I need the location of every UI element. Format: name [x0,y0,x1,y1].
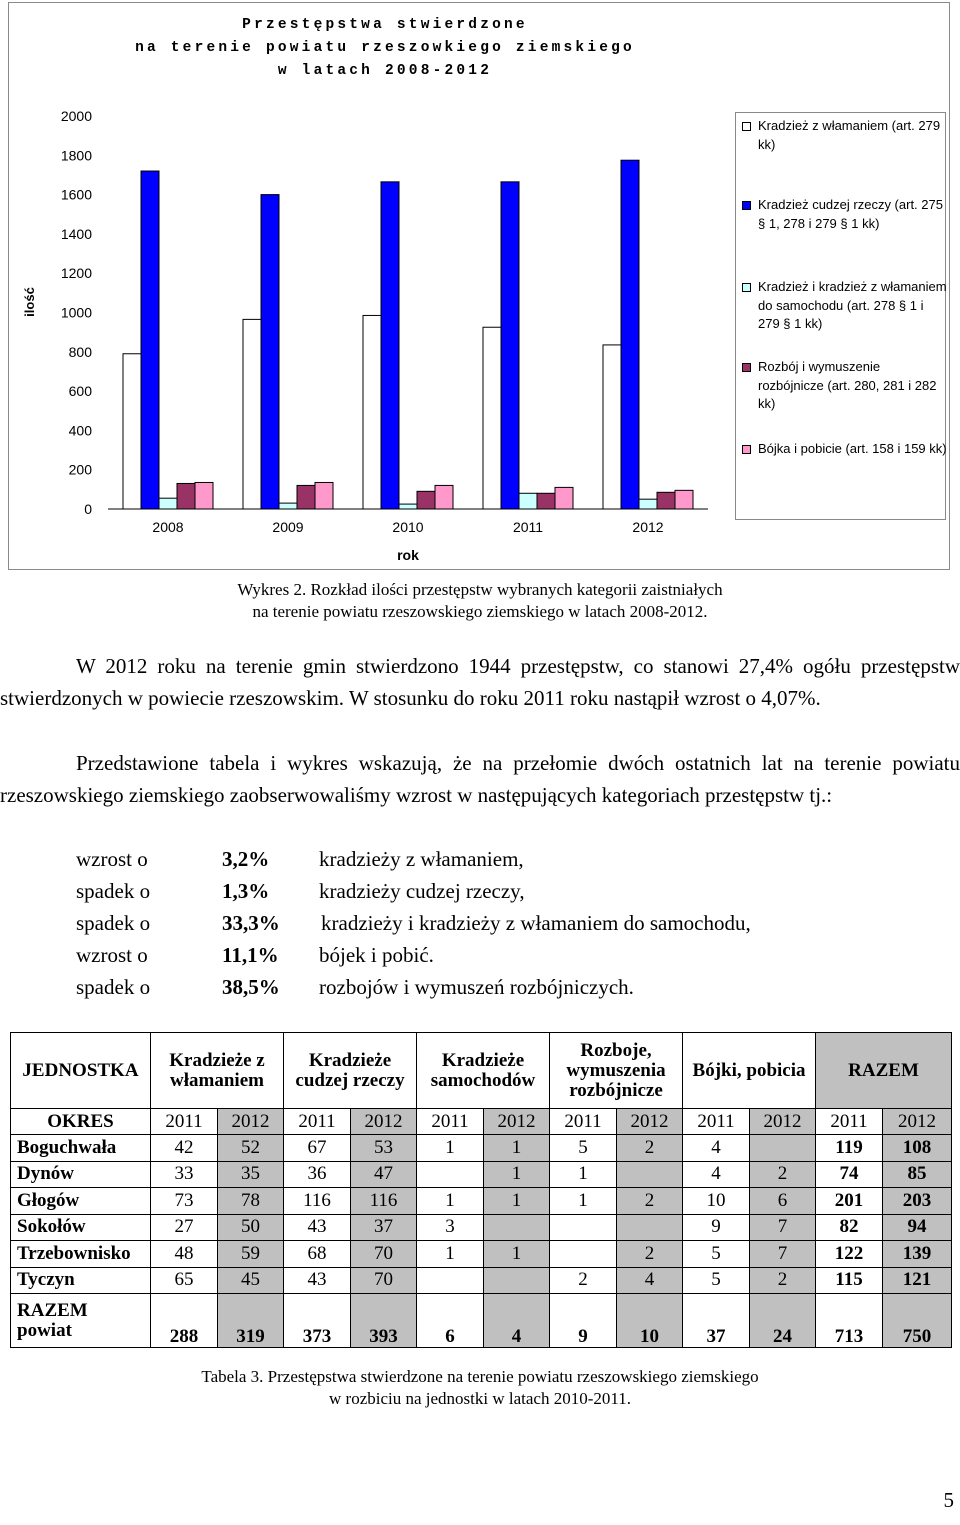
legend-label: Kradzież z włamaniem (art. 279 kk) [758,118,941,152]
bar [363,315,381,509]
change-percent: 38,5% [222,975,280,999]
table-row [11,1214,952,1241]
year-header: 2012 [351,1109,417,1135]
x-tick-label: 2012 [632,519,664,535]
table-cell: 108 [883,1135,952,1162]
table-row [11,1135,952,1162]
table-cell: 1 [417,1135,484,1162]
table-header-row [11,1033,952,1109]
statistics-table [10,1032,952,1348]
table-cell: 73 [151,1188,218,1215]
total-row-label [11,1294,151,1348]
y-tick-label: 200 [68,461,92,478]
bar [639,499,657,509]
row-label: Głogów [11,1188,151,1215]
row-label: Boguchwała [11,1135,151,1162]
year-header: 2011 [683,1109,750,1135]
table-cell: 2 [550,1267,617,1294]
table-cell: 750 [883,1294,952,1348]
table-caption-line: w rozbiciu na jednostki w latach 2010-2011. [329,1389,631,1408]
table-cell [550,1214,617,1241]
table-total-row [11,1294,952,1348]
bar [501,182,519,509]
bar [621,160,639,509]
bar [603,345,621,509]
table-cell: 4 [484,1294,550,1348]
table-cell: 4 [683,1161,750,1188]
bar [177,483,195,509]
bar [555,487,573,509]
legend-swatch [742,363,751,372]
table-cell: 2 [617,1241,683,1268]
table-cell: 115 [816,1267,883,1294]
legend-label: Rozbój i wymuszenie rozbójnicze (art. 280, 281 i 282 kk) [758,359,937,411]
bar [519,493,537,509]
table-cell: 116 [351,1188,417,1215]
legend-label: Bójka i pobicie (art. 158 i 159 kk) [758,441,947,456]
table-cell: 43 [284,1214,351,1241]
legend-swatch [742,445,751,454]
year-header: 2012 [218,1109,284,1135]
table-cell [550,1241,617,1268]
total-label-line: RAZEM [17,1299,88,1321]
bar [417,491,435,509]
year-header: 2012 [883,1109,952,1135]
table-period-row [11,1109,952,1135]
bar [675,490,693,509]
bar [279,503,297,509]
table-cell: 65 [151,1267,218,1294]
paragraph-2 [0,747,960,811]
table-cell: 319 [218,1294,284,1348]
change-percent: 3,2% [222,847,270,871]
table-cell: 5 [683,1267,750,1294]
table-cell: 37 [351,1214,417,1241]
table-cell: 78 [218,1188,284,1215]
table-cell [617,1214,683,1241]
y-tick-label: 1800 [60,147,92,164]
x-axis-label: rok [397,547,419,563]
bar [399,504,417,509]
table-cell: 70 [351,1267,417,1294]
bar [159,498,177,509]
year-header: 2011 [151,1109,218,1135]
table-row [11,1241,952,1268]
legend-label: Kradzież i kradzież z włamaniem do samochodu (art. 278 § 1 i 279 § 1 kk) [758,279,947,331]
year-header: 2012 [750,1109,816,1135]
table-cell: 2 [750,1267,816,1294]
bar [243,319,261,509]
year-header: 2011 [550,1109,617,1135]
y-tick-label: 1400 [60,225,92,242]
bar [537,493,555,509]
bar [123,354,141,509]
column-header: Bójki, pobicia [683,1033,816,1109]
table-cell: 59 [218,1241,284,1268]
period-label: OKRES [11,1109,151,1135]
table-cell: 35 [218,1161,284,1188]
table-cell: 6 [750,1188,816,1215]
change-item [0,939,960,971]
paragraph-text: W 2012 roku na terenie gmin stwierdzono 1944 przestępstw, co stanowi 27,4% ogółu przestępstw stwierdzonych w powiecie rzeszowskim. W stosunku do roku 2011 roku nastąpił wzrost o 4,07%. [0,654,960,710]
table-cell [750,1135,816,1162]
table-cell: 1 [550,1188,617,1215]
row-label: Tyczyn [11,1267,151,1294]
change-category: kradzieży cudzej rzeczy, [319,879,525,903]
table-cell: 6 [417,1294,484,1348]
table-body [11,1135,952,1294]
column-header: Kradzieże z włamaniem [151,1033,284,1109]
table-cell: 122 [816,1241,883,1268]
table-cell: 52 [218,1135,284,1162]
table-cell: 1 [484,1241,550,1268]
table-cell: 203 [883,1188,952,1215]
table-cell: 9 [683,1214,750,1241]
y-axis-label: ilość [22,287,37,317]
change-direction: spadek o [76,879,151,903]
table-cell: 2 [617,1135,683,1162]
column-header: Kradzieże samochodów [417,1033,550,1109]
table-row [11,1161,952,1188]
table-cell [417,1161,484,1188]
change-item [0,907,960,939]
page-number: 5 [943,1488,954,1512]
table-cell: 50 [218,1214,284,1241]
table-cell: 24 [750,1294,816,1348]
x-tick-label: 2010 [392,519,424,535]
bar [315,482,333,509]
table-cell: 70 [351,1241,417,1268]
column-header: Rozboje, wymuszenia rozbójnicze [550,1033,683,1109]
change-percent: 33,3% [222,911,280,935]
bar [297,485,315,509]
year-header: 2012 [484,1109,550,1135]
y-tick-label: 800 [68,343,92,360]
table-cell: 2 [617,1188,683,1215]
x-tick-label: 2009 [272,519,304,535]
table-cell: 47 [351,1161,417,1188]
change-direction: spadek o [76,911,151,935]
table-cell: 3 [417,1214,484,1241]
table-corner-header: JEDNOSTKA [11,1033,151,1109]
y-tick-label: 1000 [60,304,92,321]
change-item [0,971,960,1003]
bar [657,492,675,509]
table-cell: 9 [550,1294,617,1348]
bar [141,171,159,509]
table-cell: 393 [351,1294,417,1348]
paragraph-1 [0,650,960,714]
change-item [0,875,960,907]
x-tick-label: 2008 [152,519,184,535]
table-cell: 288 [151,1294,218,1348]
table-cell: 1 [484,1161,550,1188]
change-direction: wzrost o [76,943,148,967]
table-cell: 33 [151,1161,218,1188]
table-cell: 373 [284,1294,351,1348]
change-percent: 1,3% [222,879,270,903]
year-header: 2011 [816,1109,883,1135]
bar [261,195,279,509]
table-cell: 1 [550,1161,617,1188]
change-percent: 11,1% [222,943,279,967]
bar [483,327,501,509]
change-direction: wzrost o [76,847,148,871]
table-cell: 36 [284,1161,351,1188]
change-category: rozbojów i wymuszeń rozbójniczych. [319,975,634,999]
change-direction: spadek o [76,975,151,999]
row-label: Sokołów [11,1214,151,1241]
y-tick-label: 400 [68,422,92,439]
paragraph-text: Przedstawione tabela i wykres wskazują, że na przełomie dwóch ostatnich lat na terenie powiatu rzeszowskiego ziemskiego zaobserwowaliśmy wzrost w następujących kategoriach przestępstw tj.: [0,751,960,807]
change-category: kradzieży i kradzieży z włamaniem do samochodu, [321,911,751,935]
table-cell: 1 [484,1188,550,1215]
figure-caption [0,579,960,623]
chart-title-line: na terenie powiatu rzeszowkiego ziemskiego [135,40,635,56]
change-category: bójek i pobić. [319,943,434,967]
table-cell: 68 [284,1241,351,1268]
year-header: 2012 [617,1109,683,1135]
table-caption-line: Tabela 3. Przestępstwa stwierdzone na terenie powiatu rzeszowskiego ziemskiego [201,1367,759,1386]
row-label: Dynów [11,1161,151,1188]
table-cell: 1 [417,1188,484,1215]
table-cell: 10 [683,1188,750,1215]
legend-swatch [742,201,751,210]
chart-title-line: w latach 2008-2012 [277,63,493,79]
table-cell: 139 [883,1241,952,1268]
column-header: RAZEM [816,1033,952,1109]
table-cell: 1 [484,1135,550,1162]
change-item [0,843,960,875]
table-cell: 5 [550,1135,617,1162]
table-cell [617,1161,683,1188]
y-tick-label: 1200 [60,265,92,282]
table-cell: 201 [816,1188,883,1215]
bar [381,182,399,509]
table-cell: 10 [617,1294,683,1348]
bar [435,485,453,509]
figure-caption-line: Wykres 2. Rozkład ilości przestępstw wybranych kategorii zaistniałych [237,580,723,599]
table-cell: 5 [683,1241,750,1268]
table-cell: 53 [351,1135,417,1162]
table-cell: 45 [218,1267,284,1294]
legend-label: Kradzież cudzej rzeczy (art. 275 § 1, 278 i 279 § 1 kk) [758,197,943,231]
table-cell: 85 [883,1161,952,1188]
chart-legend [735,112,946,520]
table-cell: 74 [816,1161,883,1188]
table-cell: 713 [816,1294,883,1348]
table-cell: 48 [151,1241,218,1268]
table-row [11,1267,952,1294]
table-cell: 116 [284,1188,351,1215]
table-cell: 27 [151,1214,218,1241]
table-cell: 7 [750,1241,816,1268]
y-tick-label: 1600 [60,186,92,203]
table-cell [417,1267,484,1294]
chart-title-line: Przestępstwa stwierdzone [242,17,528,33]
year-header: 2011 [284,1109,351,1135]
column-header: Kradzieże cudzej rzeczy [284,1033,417,1109]
total-label-line: powiat [17,1319,72,1341]
table-cell: 4 [683,1135,750,1162]
table-cell: 119 [816,1135,883,1162]
table-cell: 94 [883,1214,952,1241]
table-cell: 43 [284,1267,351,1294]
table-cell [484,1267,550,1294]
bar [195,482,213,509]
change-category: kradzieży z włamaniem, [319,847,524,871]
y-tick-label: 2000 [60,108,92,124]
table-cell: 37 [683,1294,750,1348]
y-tick-label: 600 [68,383,92,400]
y-tick-label: 0 [84,501,92,517]
x-tick-label: 2011 [512,519,544,535]
table-row [11,1188,952,1215]
table-cell: 7 [750,1214,816,1241]
year-header: 2011 [417,1109,484,1135]
table-cell: 2 [750,1161,816,1188]
table-cell: 67 [284,1135,351,1162]
legend-swatch [742,283,751,292]
legend-swatch [742,122,751,131]
table-cell [484,1214,550,1241]
row-label: Trzebownisko [11,1241,151,1268]
table-cell: 82 [816,1214,883,1241]
table-caption [0,1366,960,1410]
table-cell: 121 [883,1267,952,1294]
figure-caption-line: na terenie powiatu rzeszowskiego ziemskiego w latach 2008-2012. [252,602,708,621]
table-cell: 1 [417,1241,484,1268]
table-cell: 4 [617,1267,683,1294]
table-cell: 42 [151,1135,218,1162]
